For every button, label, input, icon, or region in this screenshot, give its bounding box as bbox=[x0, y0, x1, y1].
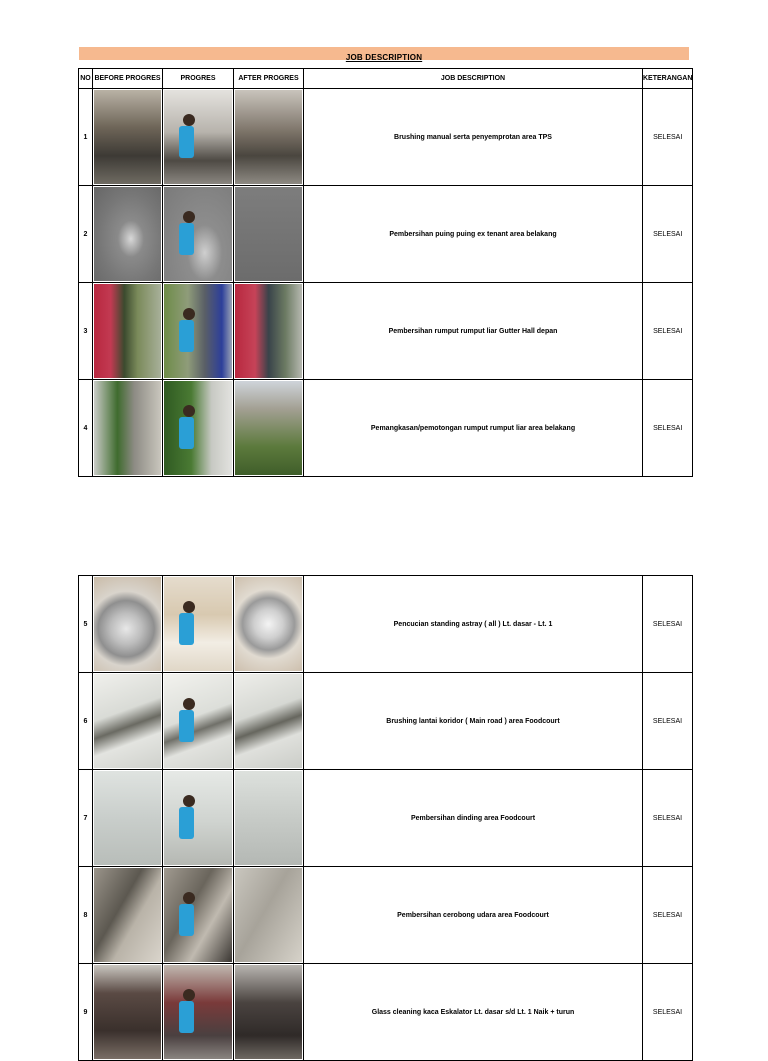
alley-weeds-before-photo bbox=[94, 381, 161, 475]
table-row bbox=[79, 770, 693, 867]
before-photo-cell bbox=[93, 576, 163, 673]
worker-figure bbox=[179, 807, 194, 839]
table-header-row bbox=[79, 69, 693, 89]
worker-brushing-floor-photo bbox=[164, 674, 232, 768]
job-description: Pencucian standing astray ( all ) Lt. dasar - Lt. 1 bbox=[304, 576, 643, 673]
progres-photo-cell bbox=[163, 770, 234, 867]
header-progres: PROGRES bbox=[163, 69, 234, 89]
before-photo-cell bbox=[93, 770, 163, 867]
worker-cutting-weeds-photo bbox=[164, 381, 232, 475]
gutter-after-photo bbox=[235, 284, 302, 378]
table-row bbox=[79, 673, 693, 770]
air-duct-after-photo bbox=[235, 868, 302, 962]
escalator-before-photo bbox=[94, 965, 161, 1059]
header-after: AFTER PROGRES bbox=[234, 69, 304, 89]
clean-floor-after-photo bbox=[235, 187, 302, 281]
progres-photo-cell bbox=[163, 186, 234, 283]
after-photo-cell bbox=[234, 673, 304, 770]
document-title-bar bbox=[79, 47, 689, 60]
garbage-area-after-photo bbox=[235, 90, 302, 184]
job-description: Pembersihan puing puing ex tenant area belakang bbox=[304, 186, 643, 283]
escalator-after-photo bbox=[235, 965, 302, 1059]
job-description: Pembersihan dinding area Foodcourt bbox=[304, 770, 643, 867]
worker-figure bbox=[179, 1001, 194, 1033]
gutter-weeds-before-photo bbox=[94, 284, 161, 378]
after-photo-cell bbox=[234, 186, 304, 283]
corridor-floor-before-photo bbox=[94, 674, 161, 768]
row-number: 6 bbox=[79, 673, 93, 770]
table-row bbox=[79, 867, 693, 964]
status-keterangan: SELESAI bbox=[643, 89, 693, 186]
worker-figure bbox=[179, 710, 194, 742]
row-number: 7 bbox=[79, 770, 93, 867]
worker-figure bbox=[179, 904, 194, 936]
before-photo-cell bbox=[93, 867, 163, 964]
job-description: Pemangkasan/pemotongan rumput rumput liar area belakang bbox=[304, 380, 643, 477]
status-keterangan: SELESAI bbox=[643, 770, 693, 867]
after-photo-cell bbox=[234, 89, 304, 186]
job-table-2 bbox=[78, 575, 693, 1061]
after-photo-cell bbox=[234, 380, 304, 477]
worker-clearing-gutter-photo bbox=[164, 284, 232, 378]
before-photo-cell bbox=[93, 964, 163, 1061]
before-photo-cell bbox=[93, 186, 163, 283]
worker-washing-ashtray-photo bbox=[164, 577, 232, 671]
after-photo-cell bbox=[234, 964, 304, 1061]
table-row bbox=[79, 283, 693, 380]
worker-head bbox=[183, 308, 195, 320]
worker-figure bbox=[179, 126, 194, 158]
worker-figure bbox=[179, 320, 194, 352]
before-photo-cell bbox=[93, 380, 163, 477]
table-row bbox=[79, 380, 693, 477]
progres-photo-cell bbox=[163, 380, 234, 477]
alley-after-photo bbox=[235, 381, 302, 475]
header-before: BEFORE PROGRES bbox=[93, 69, 163, 89]
row-number: 3 bbox=[79, 283, 93, 380]
worker-collecting-debris-photo bbox=[164, 187, 232, 281]
row-number: 2 bbox=[79, 186, 93, 283]
worker-head bbox=[183, 405, 195, 417]
job-description: Brushing lantai koridor ( Main road ) area Foodcourt bbox=[304, 673, 643, 770]
worker-head bbox=[183, 989, 195, 1001]
job-description: Pembersihan cerobong udara area Foodcourt bbox=[304, 867, 643, 964]
worker-figure bbox=[179, 613, 194, 645]
worker-cleaning-duct-photo bbox=[164, 868, 232, 962]
row-number: 1 bbox=[79, 89, 93, 186]
progres-photo-cell bbox=[163, 964, 234, 1061]
row-number: 4 bbox=[79, 380, 93, 477]
worker-head bbox=[183, 211, 195, 223]
job-description: Brushing manual serta penyemprotan area TPS bbox=[304, 89, 643, 186]
worker-figure bbox=[179, 223, 194, 255]
after-photo-cell bbox=[234, 867, 304, 964]
status-keterangan: SELESAI bbox=[643, 673, 693, 770]
job-description: Glass cleaning kaca Eskalator Lt. dasar s/d Lt. 1 Naik + turun bbox=[304, 964, 643, 1061]
debris-floor-before-photo bbox=[94, 187, 161, 281]
wall-before-photo bbox=[94, 771, 161, 865]
table-row bbox=[79, 89, 693, 186]
progres-photo-cell bbox=[163, 576, 234, 673]
status-keterangan: SELESAI bbox=[643, 283, 693, 380]
table-row bbox=[79, 964, 693, 1061]
worker-figure bbox=[179, 417, 194, 449]
ashtray-before-photo bbox=[94, 577, 161, 671]
table-row bbox=[79, 186, 693, 283]
progres-photo-cell bbox=[163, 867, 234, 964]
worker-head bbox=[183, 114, 195, 126]
row-number: 8 bbox=[79, 867, 93, 964]
worker-head bbox=[183, 892, 195, 904]
worker-head bbox=[183, 698, 195, 710]
worker-brushing-tps-photo bbox=[164, 90, 232, 184]
progres-photo-cell bbox=[163, 673, 234, 770]
table-row bbox=[79, 576, 693, 673]
status-keterangan: SELESAI bbox=[643, 867, 693, 964]
after-photo-cell bbox=[234, 283, 304, 380]
progres-photo-cell bbox=[163, 283, 234, 380]
worker-head bbox=[183, 601, 195, 613]
worker-cleaning-wall-photo bbox=[164, 771, 232, 865]
before-photo-cell bbox=[93, 673, 163, 770]
header-job-description: JOB DESCRIPTION bbox=[304, 69, 643, 89]
job-table-1 bbox=[78, 68, 693, 477]
document-title: JOB DESCRIPTION bbox=[345, 53, 423, 62]
air-duct-before-photo bbox=[94, 868, 161, 962]
worker-cleaning-escalator-photo bbox=[164, 965, 232, 1059]
progres-photo-cell bbox=[163, 89, 234, 186]
header-keterangan: KETERANGAN bbox=[643, 69, 693, 89]
before-photo-cell bbox=[93, 89, 163, 186]
status-keterangan: SELESAI bbox=[643, 186, 693, 283]
ashtray-after-photo bbox=[235, 577, 302, 671]
status-keterangan: SELESAI bbox=[643, 380, 693, 477]
garbage-area-before-photo bbox=[94, 90, 161, 184]
wall-after-photo bbox=[235, 771, 302, 865]
after-photo-cell bbox=[234, 770, 304, 867]
header-no: NO bbox=[79, 69, 93, 89]
job-description: Pembersihan rumput rumput liar Gutter Hall depan bbox=[304, 283, 643, 380]
corridor-floor-after-photo bbox=[235, 674, 302, 768]
before-photo-cell bbox=[93, 283, 163, 380]
worker-head bbox=[183, 795, 195, 807]
row-number: 9 bbox=[79, 964, 93, 1061]
status-keterangan: SELESAI bbox=[643, 964, 693, 1061]
after-photo-cell bbox=[234, 576, 304, 673]
row-number: 5 bbox=[79, 576, 93, 673]
status-keterangan: SELESAI bbox=[643, 576, 693, 673]
